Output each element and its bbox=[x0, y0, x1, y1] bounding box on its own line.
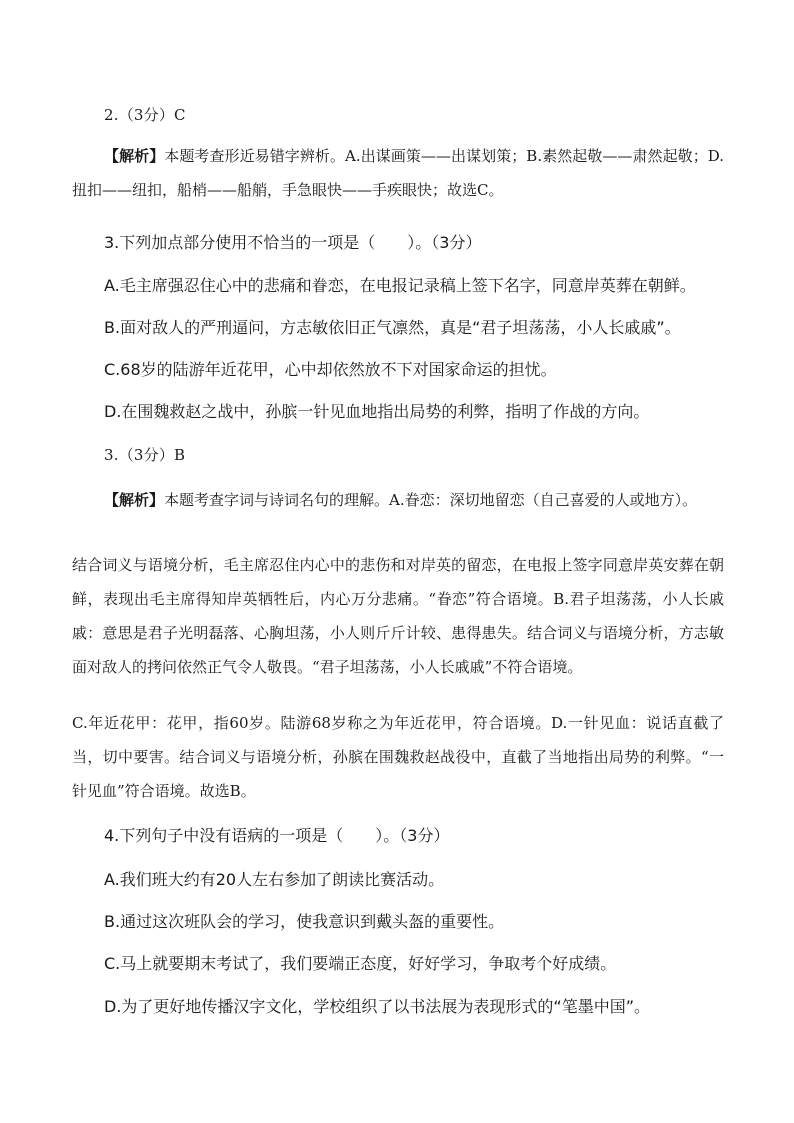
q3-question: 3.下列加点部分使用不恰当的一项是（ ）。（3分） bbox=[104, 233, 482, 252]
q2-answer: 2.（3分）C bbox=[104, 106, 186, 124]
q3-analysis-tail: C.年近花甲：花甲，指60岁。陆游68岁称之为年近花甲，符合语境。D.一针见血：说话直截了当，切中要害。结合词义与语境分析，孙膑在围魏救赵战役中，直截了当地指出局势的利弊。“一针见血”符合语境。故选B。 bbox=[72, 714, 724, 800]
q3-analysis-intro bbox=[72, 483, 724, 517]
q3-option-b: B.面对敌人的严刑逼问，方志敏依旧正气凛然，真是“君子坦荡荡，小人长戚戚”。 bbox=[104, 318, 681, 337]
q2-analysis bbox=[72, 139, 724, 207]
q4-option-b: B.通过这次班队会的学习，使我意识到戴头盔的重要性。 bbox=[104, 912, 505, 931]
q2-analysis-tag: 【解析】 bbox=[104, 147, 165, 165]
q3-option-d: D.在围魏救赵之战中，孙膑一针见血地指出局势的利弊，指明了作战的方向。 bbox=[104, 402, 650, 421]
q4-option-d: D.为了更好地传播汉字文化，学校组织了以书法展为表现形式的“笔墨中国”。 bbox=[104, 997, 650, 1016]
q3-analysis-first: 本题考查字词与诗词名句的理解。A.眷恋：深切地留恋（自己喜爱的人或地方）。 bbox=[164, 491, 698, 509]
q3-option-c: C.68岁的陆游年近花甲，心中却依然放不下对国家命运的担忧。 bbox=[104, 360, 557, 379]
q3-analysis-tag: 【解析】 bbox=[104, 491, 165, 509]
q3-option-a: A.毛主席强忍住心中的悲痛和眷恋，在电报记录稿上签下名字，同意岸英葬在朝鲜。 bbox=[104, 276, 696, 295]
q4-option-a: A.我们班大约有20人左右参加了朗读比赛活动。 bbox=[104, 870, 445, 889]
q4-option-c: C.马上就要期末考试了，我们要端正态度，好好学习，争取考个好成绩。 bbox=[104, 954, 617, 973]
q3-answer: 3.（3分）B bbox=[104, 446, 186, 464]
q2-analysis-text: 本题考查形近易错字辨析。A.出谋画策——出谋划策；B.素然起敬——肃然起敬；D.扭扣——纽扣，船梢——船艄，手急眼快——手疾眼快；故选C。 bbox=[72, 147, 724, 199]
q3-analysis-body: 结合词义与语境分析，毛主席忍住内心中的悲伤和对岸英的留恋，在电报上签字同意岸英安葬在朝鲜，表现出毛主席得知岸英牺牲后，内心万分悲痛。“眷恋”符合语境。B.君子坦荡荡，小人长戚戚：意思是君子光明磊落、心胸坦荡，小人则斤斤计较、患得患失。结合词义与语境分析，方志敏面对敌人的拷问依然正气令人敬畏。“君子坦荡荡，小人长戚戚”不符合语境。 bbox=[72, 556, 724, 676]
q4-question: 4.下列句子中没有语病的一项是（ ）。（3分） bbox=[104, 826, 450, 845]
